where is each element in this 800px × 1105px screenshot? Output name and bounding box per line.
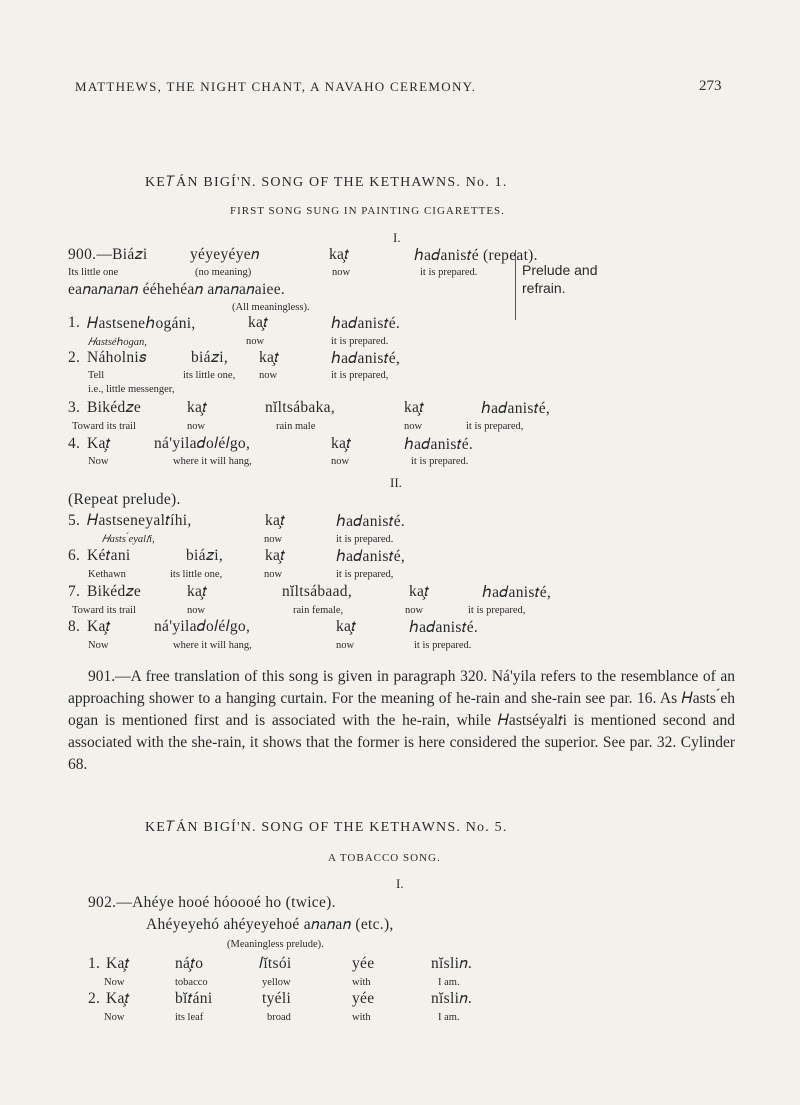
prelude-side-note: Prelude and bbox=[522, 262, 598, 278]
prelude-gloss: now bbox=[332, 267, 351, 278]
song2-title: KE𝑇ÁN BIGÍ'N. SONG OF THE KETHAWNS. No. 5. bbox=[145, 820, 508, 835]
prelude-gloss: it is prepared. bbox=[420, 267, 478, 278]
prelude-gloss: (no meaning) bbox=[195, 267, 252, 278]
running-head: MATTHEWS, THE NIGHT CHANT, A NAVAHO CEREMONY. bbox=[75, 79, 477, 94]
refrain-gloss: (All meaningless). bbox=[232, 302, 310, 313]
page-number: 273 bbox=[699, 78, 722, 94]
prelude-gloss: (Meaningless prelude). bbox=[227, 939, 324, 950]
section-numeral: I. bbox=[393, 230, 401, 245]
prelude-line: Ahéyeyehó ahéyeyehoé a𝑛a𝑛a𝑛 (etc.), bbox=[146, 916, 394, 933]
repeat-note: (Repeat prelude). bbox=[68, 491, 181, 508]
section-numeral: II. bbox=[390, 475, 402, 490]
refrain-line: ea𝑛a𝑛a𝑛a𝑛 ééhehéa𝑛 a𝑛a𝑛a𝑛aiee. bbox=[68, 281, 286, 298]
prelude-word: 𝘩a𝑑anis𝑡é (repeat). bbox=[414, 247, 538, 264]
song1-subtitle: FIRST SONG SUNG IN PAINTING CIGARETTES. bbox=[230, 205, 505, 217]
prelude-word: yéyeyéye𝑛 bbox=[190, 246, 260, 263]
prelude-word: 900.—Biá𝑧i bbox=[68, 246, 148, 263]
gloss-note: i.e., little messenger, bbox=[88, 384, 175, 395]
song2-subtitle: A TOBACCO SONG. bbox=[328, 852, 441, 864]
section-numeral: I. bbox=[396, 876, 404, 891]
paragraph-901: 901.—A free translation of this song is given in paragraph 320. Ná'yila refers to the resemblance of an approaching shower to a hanging curtain. For the meaning of he-rain and she-rain see par. 16. As 𝐻asts ́eh ogan is mentioned first and is associated with the he-rain, while 𝐻astséyal𝑡i is mentioned second and associated with the she-rain, it shows that the former is here considered the superior. See par. 32. Cylinder 68. bbox=[68, 668, 735, 773]
prelude-brace bbox=[510, 250, 516, 320]
song1-title: KE𝑇ÁN BIGÍ'N. SONG OF THE KETHAWNS. No. 1. bbox=[145, 175, 508, 190]
prelude-line: 902.—Ahéye hooé hóoooé ho (twice). bbox=[88, 894, 336, 911]
prelude-word: ka̧𝑡 bbox=[329, 246, 350, 263]
prelude-side-note: refrain. bbox=[522, 280, 566, 296]
prelude-gloss: Its little one bbox=[68, 267, 119, 278]
